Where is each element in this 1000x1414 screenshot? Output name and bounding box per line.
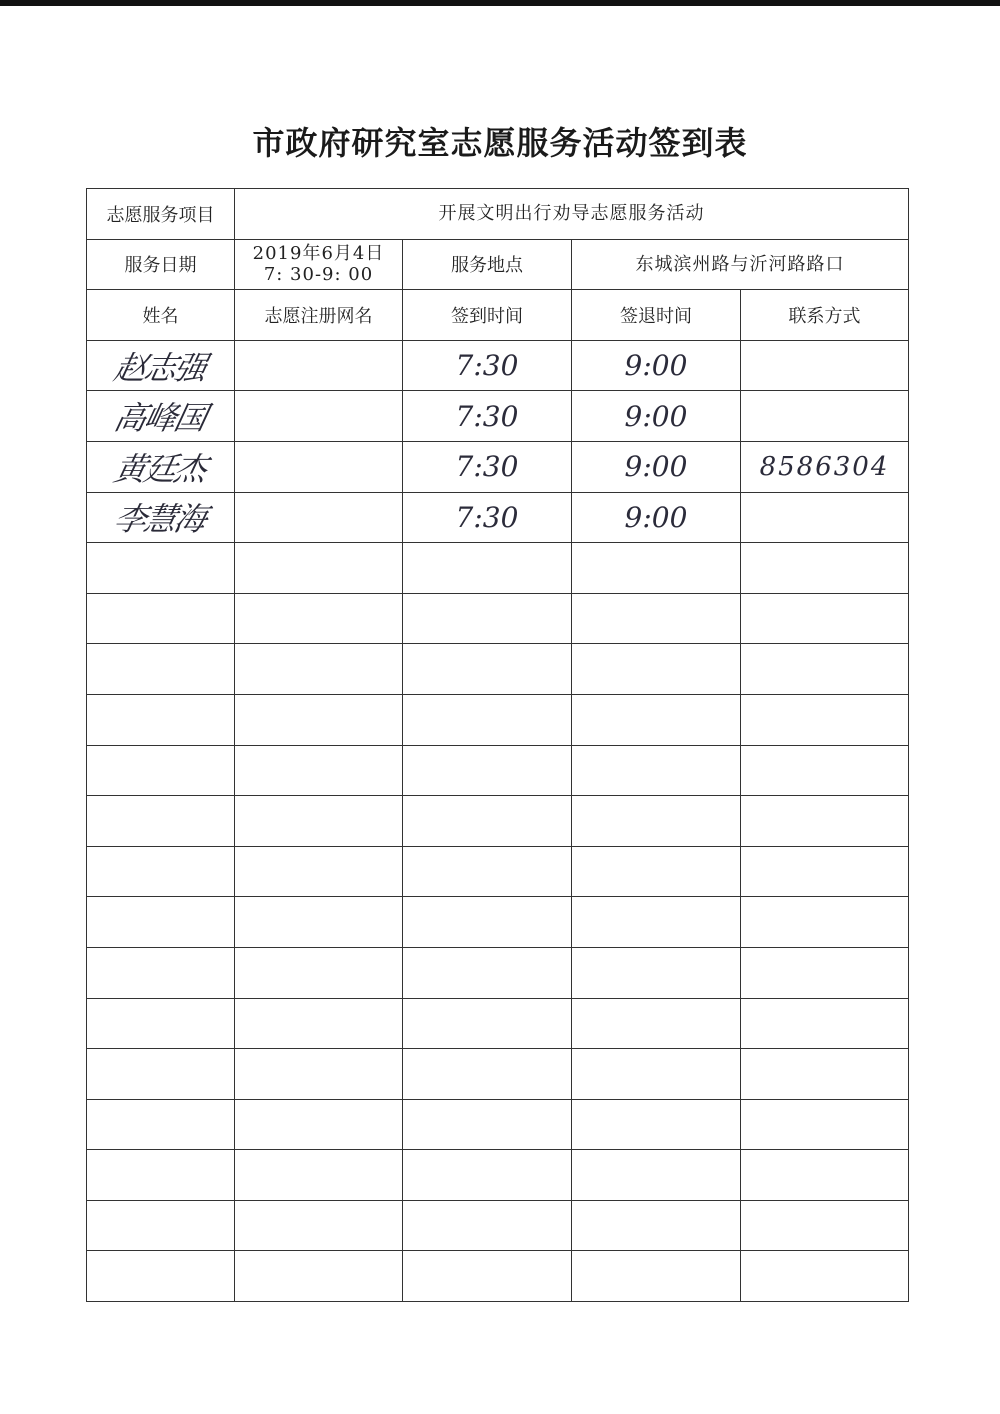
empty-cell — [87, 1200, 235, 1251]
empty-cell — [87, 947, 235, 998]
empty-cell — [741, 543, 909, 594]
cell-sign-out — [572, 391, 741, 442]
empty-cell — [235, 745, 403, 796]
cell-sign-out — [572, 492, 741, 543]
empty-cell — [572, 1150, 741, 1201]
empty-cell — [403, 846, 572, 897]
empty-cell — [235, 1099, 403, 1150]
empty-cell — [741, 1150, 909, 1201]
col-header-contact: 联系方式 — [741, 290, 909, 341]
table-row — [87, 492, 909, 543]
empty-cell — [741, 593, 909, 644]
handwritten-sign-in: 7:30 — [455, 399, 519, 433]
empty-cell — [741, 644, 909, 695]
project-value: 开展文明出行劝导志愿服务活动 — [235, 189, 909, 240]
empty-cell — [572, 694, 741, 745]
empty-cell — [741, 694, 909, 745]
empty-table-row — [87, 644, 909, 695]
empty-cell — [235, 694, 403, 745]
empty-cell — [403, 1150, 572, 1201]
cell-name — [87, 340, 235, 391]
empty-cell — [87, 1099, 235, 1150]
empty-cell — [87, 1049, 235, 1100]
cell-name — [87, 391, 235, 442]
empty-cell — [403, 1200, 572, 1251]
date-line-2: 7: 30-9: 00 — [263, 264, 374, 286]
project-label: 志愿服务项目 — [87, 189, 235, 240]
empty-cell — [87, 593, 235, 644]
cell-sign-in — [403, 441, 572, 492]
empty-cell — [87, 1251, 235, 1302]
col-header-name: 姓名 — [87, 290, 235, 341]
handwritten-contact: 8586304 — [759, 451, 890, 482]
empty-cell — [235, 1200, 403, 1251]
empty-cell — [87, 897, 235, 948]
empty-cell — [403, 644, 572, 695]
empty-cell — [741, 796, 909, 847]
empty-cell — [741, 1049, 909, 1100]
col-header-sign-out: 签退时间 — [572, 290, 741, 341]
empty-cell — [403, 543, 572, 594]
empty-cell — [235, 796, 403, 847]
handwritten-sign-out: 9:00 — [624, 399, 688, 433]
empty-cell — [235, 846, 403, 897]
empty-table-row — [87, 998, 909, 1049]
scan-top-edge — [0, 0, 1000, 6]
empty-cell — [572, 998, 741, 1049]
cell-reg-name — [235, 391, 403, 442]
handwritten-sign-out: 9:00 — [624, 500, 688, 534]
table-row — [87, 391, 909, 442]
empty-cell — [235, 1150, 403, 1201]
empty-cell — [572, 897, 741, 948]
empty-cell — [572, 1049, 741, 1100]
empty-cell — [741, 846, 909, 897]
date-location-row — [87, 239, 909, 290]
column-header-row — [87, 290, 909, 341]
handwritten-name: 高峰国 — [111, 399, 210, 438]
empty-cell — [87, 796, 235, 847]
cell-name — [87, 492, 235, 543]
empty-cell — [87, 745, 235, 796]
empty-cell — [572, 1251, 741, 1302]
cell-sign-out — [572, 340, 741, 391]
handwritten-sign-in: 7:30 — [455, 500, 519, 534]
cell-reg-name — [235, 492, 403, 543]
cell-contact — [741, 340, 909, 391]
cell-contact — [741, 441, 909, 492]
date-line-1: 2019年6月4日 — [252, 243, 385, 265]
cell-sign-in — [403, 492, 572, 543]
empty-table-row — [87, 543, 909, 594]
handwritten-sign-in: 7:30 — [455, 349, 519, 383]
date-value — [235, 239, 403, 290]
empty-cell — [235, 947, 403, 998]
location-label: 服务地点 — [403, 239, 572, 290]
empty-cell — [87, 1150, 235, 1201]
empty-cell — [87, 543, 235, 594]
empty-cell — [741, 1099, 909, 1150]
empty-table-row — [87, 1251, 909, 1302]
cell-reg-name — [235, 340, 403, 391]
empty-table-row — [87, 846, 909, 897]
handwritten-sign-in: 7:30 — [455, 450, 519, 484]
empty-cell — [235, 593, 403, 644]
handwritten-sign-out: 9:00 — [624, 349, 688, 383]
empty-cell — [403, 593, 572, 644]
col-header-reg-name: 志愿注册网名 — [235, 290, 403, 341]
empty-cell — [87, 694, 235, 745]
empty-cell — [572, 745, 741, 796]
empty-table-row — [87, 796, 909, 847]
col-header-sign-in: 签到时间 — [403, 290, 572, 341]
handwritten-name: 黄廷杰 — [111, 449, 210, 488]
empty-cell — [403, 947, 572, 998]
empty-cell — [572, 543, 741, 594]
form-title: 市政府研究室志愿服务活动签到表 — [252, 124, 748, 162]
project-row — [87, 189, 909, 240]
empty-cell — [87, 998, 235, 1049]
empty-cell — [572, 846, 741, 897]
empty-cell — [572, 593, 741, 644]
cell-name — [87, 441, 235, 492]
empty-cell — [403, 694, 572, 745]
handwritten-name: 李慧海 — [111, 500, 210, 539]
empty-table-row — [87, 1099, 909, 1150]
empty-cell — [235, 543, 403, 594]
table-row — [87, 441, 909, 492]
empty-table-row — [87, 1150, 909, 1201]
empty-table-row — [87, 694, 909, 745]
empty-cell — [572, 796, 741, 847]
empty-cell — [741, 998, 909, 1049]
cell-sign-in — [403, 391, 572, 442]
empty-cell — [87, 846, 235, 897]
empty-table-row — [87, 1200, 909, 1251]
empty-cell — [235, 1049, 403, 1100]
date-label: 服务日期 — [87, 239, 235, 290]
empty-cell — [403, 745, 572, 796]
empty-table-row — [87, 1049, 909, 1100]
empty-cell — [741, 745, 909, 796]
empty-cell — [235, 897, 403, 948]
empty-cell — [741, 897, 909, 948]
empty-cell — [403, 1099, 572, 1150]
cell-sign-in — [403, 340, 572, 391]
empty-cell — [235, 998, 403, 1049]
empty-cell — [235, 644, 403, 695]
cell-reg-name — [235, 441, 403, 492]
empty-cell — [403, 897, 572, 948]
empty-cell — [403, 998, 572, 1049]
empty-cell — [235, 1251, 403, 1302]
empty-table-row — [87, 745, 909, 796]
location-value: 东城滨州路与沂河路路口 — [572, 239, 909, 290]
empty-table-row — [87, 593, 909, 644]
empty-cell — [741, 1251, 909, 1302]
empty-cell — [403, 796, 572, 847]
cell-contact — [741, 492, 909, 543]
empty-cell — [87, 644, 235, 695]
empty-cell — [403, 1251, 572, 1302]
handwritten-name: 赵志强 — [111, 348, 210, 387]
empty-table-row — [87, 897, 909, 948]
empty-cell — [572, 1099, 741, 1150]
empty-table-row — [87, 947, 909, 998]
empty-cell — [572, 1200, 741, 1251]
empty-cell — [403, 1049, 572, 1100]
handwritten-sign-out: 9:00 — [624, 450, 688, 484]
cell-sign-out — [572, 441, 741, 492]
empty-cell — [741, 947, 909, 998]
cell-contact — [741, 391, 909, 442]
empty-cell — [741, 1200, 909, 1251]
empty-cell — [572, 644, 741, 695]
table-row — [87, 340, 909, 391]
sign-in-table — [86, 188, 909, 1302]
empty-cell — [572, 947, 741, 998]
